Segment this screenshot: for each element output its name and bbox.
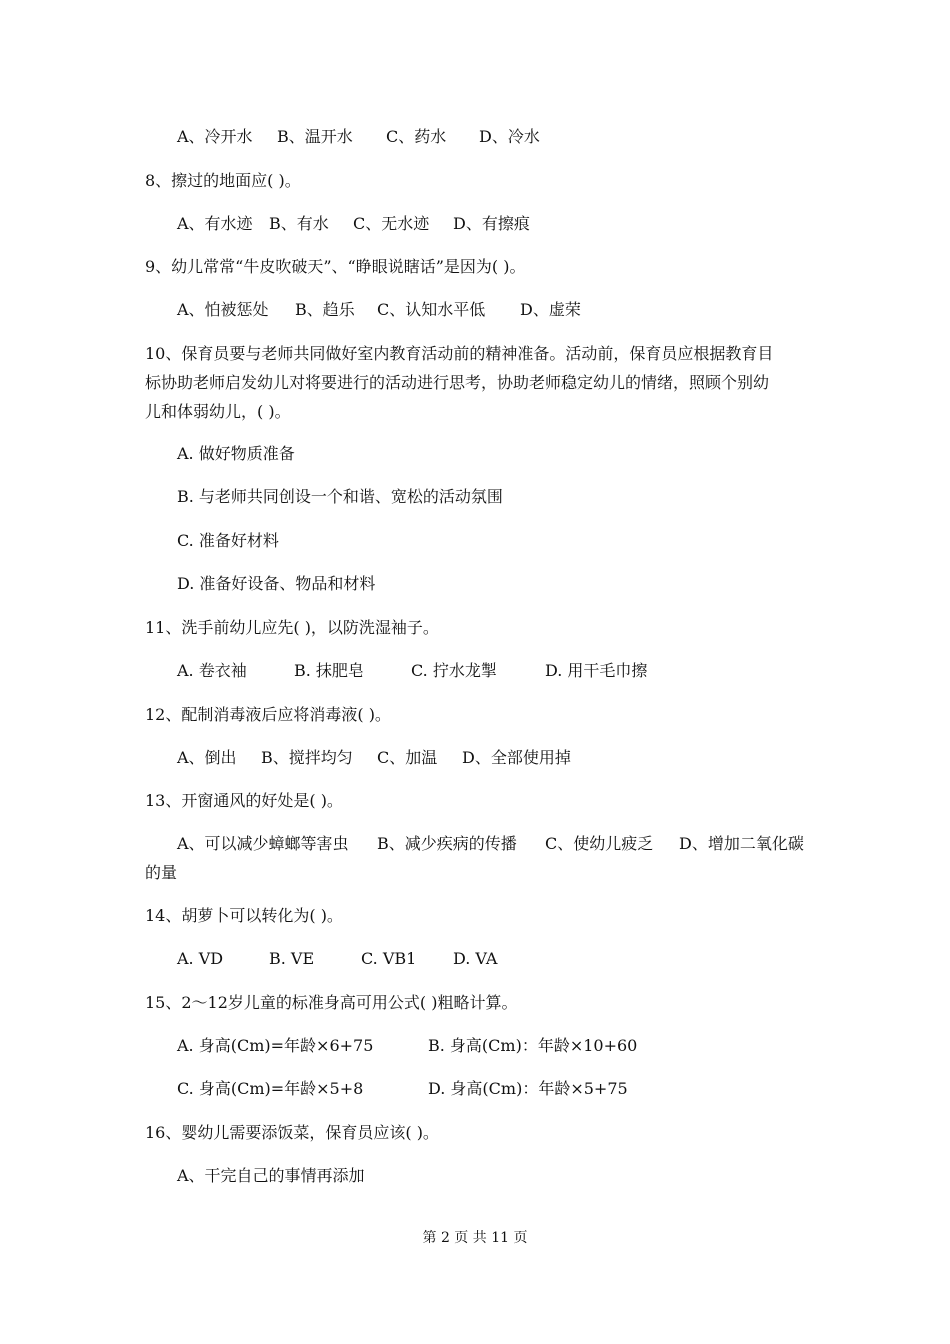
q15-option-a: A. 身高(Cm)=年龄×6+75 bbox=[177, 1036, 374, 1055]
q8-option-b: B、有水 bbox=[269, 214, 329, 233]
q12-stem: 12、配制消毒液后应将消毒液( )。 bbox=[145, 705, 391, 724]
q15-option-d: D. 身高(Cm)：年龄×5+75 bbox=[428, 1079, 628, 1098]
q13-option-b: B、减少疾病的传播 bbox=[377, 834, 517, 853]
q8-option-c: C、无水迹 bbox=[353, 214, 430, 233]
q14-option-d: D. VA bbox=[453, 949, 498, 968]
q12-option-b: B、搅拌均匀 bbox=[261, 748, 353, 767]
q11-option-d: D. 用干毛巾擦 bbox=[545, 661, 648, 680]
q16-stem: 16、婴幼儿需要添饭菜，保育员应该( )。 bbox=[145, 1123, 439, 1142]
q11-option-b: B. 抹肥皂 bbox=[294, 661, 364, 680]
q13-option-d: D、增加二氧化碳 bbox=[679, 834, 804, 853]
q7-option-b: B、温开水 bbox=[277, 127, 353, 146]
q11-option-c: C. 拧水龙掣 bbox=[411, 661, 497, 680]
q13-continuation: 的量 bbox=[145, 863, 178, 882]
q9-option-b: B、趋乐 bbox=[295, 300, 355, 319]
q16-option-a: A、干完自己的事情再添加 bbox=[177, 1166, 365, 1185]
q10-option-d: D. 准备好设备、物品和材料 bbox=[177, 574, 376, 593]
q10-stem-line-2: 标协助老师启发幼儿对将要进行的活动进行思考，协助老师稳定幼儿的情绪，照顾个别幼 bbox=[145, 373, 770, 392]
q11-option-a: A. 卷衣袖 bbox=[177, 661, 247, 680]
q10-option-c: C. 准备好材料 bbox=[177, 531, 279, 550]
q8-option-d: D、有擦痕 bbox=[453, 214, 530, 233]
page-footer: 第 2 页 共 11 页 bbox=[422, 1230, 528, 1246]
q13-option-c: C、使幼儿疲乏 bbox=[545, 834, 654, 853]
q12-option-c: C、加温 bbox=[377, 748, 438, 767]
q9-option-a: A、怕被惩处 bbox=[177, 300, 269, 319]
q12-option-a: A、倒出 bbox=[177, 748, 237, 767]
q10-stem-line-3: 儿和体弱幼儿，( )。 bbox=[145, 402, 291, 421]
q15-option-b: B. 身高(Cm)：年龄×10+60 bbox=[428, 1036, 638, 1055]
q14-option-c: C. VB1 bbox=[361, 949, 417, 968]
q8-option-a: A、有水迹 bbox=[177, 214, 253, 233]
q9-option-d: D、虚荣 bbox=[520, 300, 581, 319]
q15-stem: 15、2～12岁儿童的标准身高可用公式( )粗略计算。 bbox=[145, 993, 518, 1012]
q7-option-a: A、冷开水 bbox=[177, 127, 253, 146]
q10-stem-line-1: 10、保育员要与老师共同做好室内教育活动前的精神准备。活动前，保育员应根据教育目 bbox=[145, 344, 774, 363]
q14-stem: 14、胡萝卜可以转化为( )。 bbox=[145, 906, 343, 925]
q9-option-c: C、认知水平低 bbox=[377, 300, 486, 319]
q14-option-a: A. VD bbox=[177, 949, 224, 968]
q12-option-d: D、全部使用掉 bbox=[462, 748, 571, 767]
q7-option-d: D、冷水 bbox=[479, 127, 540, 146]
q13-stem: 13、开窗通风的好处是( )。 bbox=[145, 791, 343, 810]
q10-option-b: B. 与老师共同创设一个和谐、宽松的活动氛围 bbox=[177, 487, 503, 506]
q14-option-b: B. VE bbox=[269, 949, 315, 968]
q8-stem: 8、擦过的地面应( )。 bbox=[145, 171, 301, 190]
q10-option-a: A. 做好物质准备 bbox=[177, 444, 295, 463]
q15-option-c: C. 身高(Cm)=年龄×5+8 bbox=[177, 1079, 364, 1098]
q9-stem: 9、幼儿常常“牛皮吹破天”、“睁眼说瞎话”是因为( )。 bbox=[145, 257, 526, 276]
q7-option-c: C、药水 bbox=[386, 127, 447, 146]
q11-stem: 11、洗手前幼儿应先( )，以防洗湿袖子。 bbox=[145, 618, 439, 637]
q13-option-a: A、可以减少蟑螂等害虫 bbox=[177, 834, 349, 853]
